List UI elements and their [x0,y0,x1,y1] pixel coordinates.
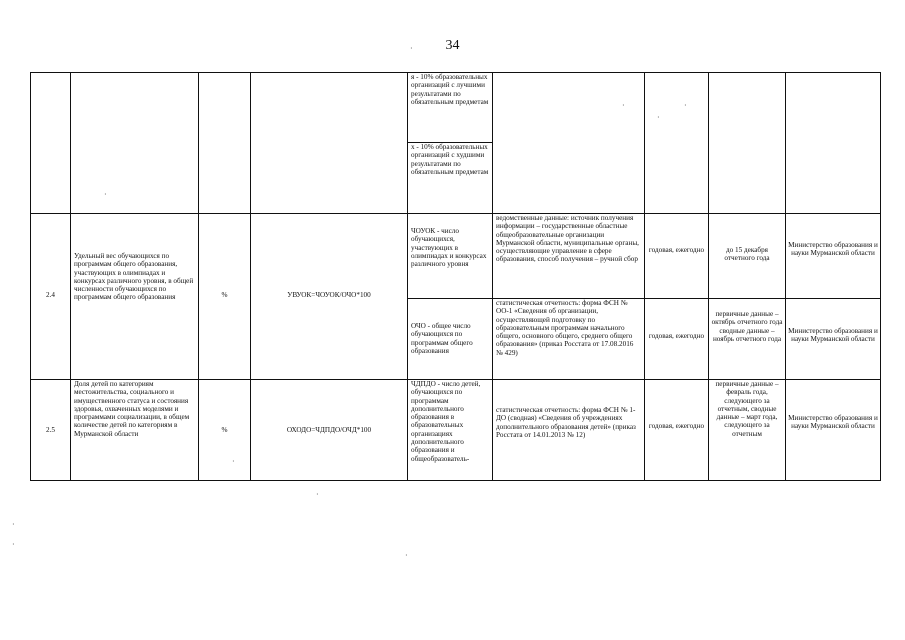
component-top-cell: я - 10% образовательных организаций с лучшими результатами по обязательным предметам [411,73,489,106]
scan-speck: · [405,551,408,560]
source-cell: статистическая отчетность: форма ФСН № ОО-1 «Сведения об организации, осуществляющей подготовку по образовательным программам начального общего, основного общего, среднего общего образования» (приказ Росстата от 17.08.2016 № 429) [496,299,634,357]
scan-speck: · [104,190,107,199]
scan-speck: · [12,520,15,529]
deadline-cell: до 15 декабря отчетного года [724,246,770,263]
component-cell: ЧДПДО - число детей, обучающихся по программам дополнительного образования в образовательных организациях дополнительного образования и общеобразователь- [411,380,481,463]
formula-cell: ОХОДО=ЧДПДО/ОЧД*100 [286,426,372,434]
indicator-name: Удельный вес обучающихся по программам общего образования, участвующих в олимпиадах и конкурсах различного уровня, в общей численности обучающихся по программам общего образования [74,252,194,302]
source-cell: статистическая отчетность: форма ФСН № 1-ДО (сводная) «Сведения об учреждениях дополнительного образования детей» (приказ Росстата от 14.01.2013 № 12) [496,406,636,439]
responsible-cell: Министерство образования и науки Мурманской области [788,241,878,258]
scan-speck: · [622,101,625,110]
row-number: 2.4 [46,291,55,299]
periodicity-cell: годовая, ежегодно [648,422,705,430]
responsible-cell: Министерство образования и науки Мурманской области [788,327,878,344]
unit-cell: % [221,426,228,434]
periodicity-cell: годовая, ежегодно [648,246,705,254]
scan-speck: · [316,490,319,499]
page-number: 34 [445,38,460,53]
unit-cell: % [221,291,228,299]
source-cell: ведомственные данные: источник получения информации – государственные областные общеобразовательные организации Мурманской области, муниципальные органы, осуществляющие управление в сфере образования, способ получения – ручной сбор [496,214,639,264]
scan-speck: · [232,457,235,466]
component-cell: ОЧО - общее число обучающихся по программам общего образования [411,322,473,355]
responsible-cell: Министерство образования и науки Мурманской области [788,414,878,431]
deadline-cell: первичные данные – февраль года, следующего за отчетным, сводные данные – март года, следующего за отчетным [715,380,779,438]
formula-cell: УВУОК=ЧОУОК/ОЧО*100 [287,291,371,299]
scan-speck: · [410,44,413,53]
deadline-cell: первичные данные – октябрь отчетного года сводные данные – ноябрь отчетного года [711,310,783,343]
periodicity-cell: годовая, ежегодно [648,332,705,340]
scan-speck: · [12,540,15,549]
indicator-name: Доля детей по категориям местожительства, социального и имущественного статуса и состояния здоровья, охваченных моделями и программами социализации, в общем количестве детей по категориям в Мурманской области [74,380,190,438]
component-bottom-cell: х - 10% образовательных организаций с худшими результатами по обязательным предметам [411,143,489,176]
scan-speck: · [684,101,687,110]
scan-speck: · [657,113,660,122]
component-cell: ЧОУОК - число обучающихся, участвующих в олимпиадах и конкурсах различного уровня [411,227,487,269]
row-number: 2.5 [46,426,55,434]
